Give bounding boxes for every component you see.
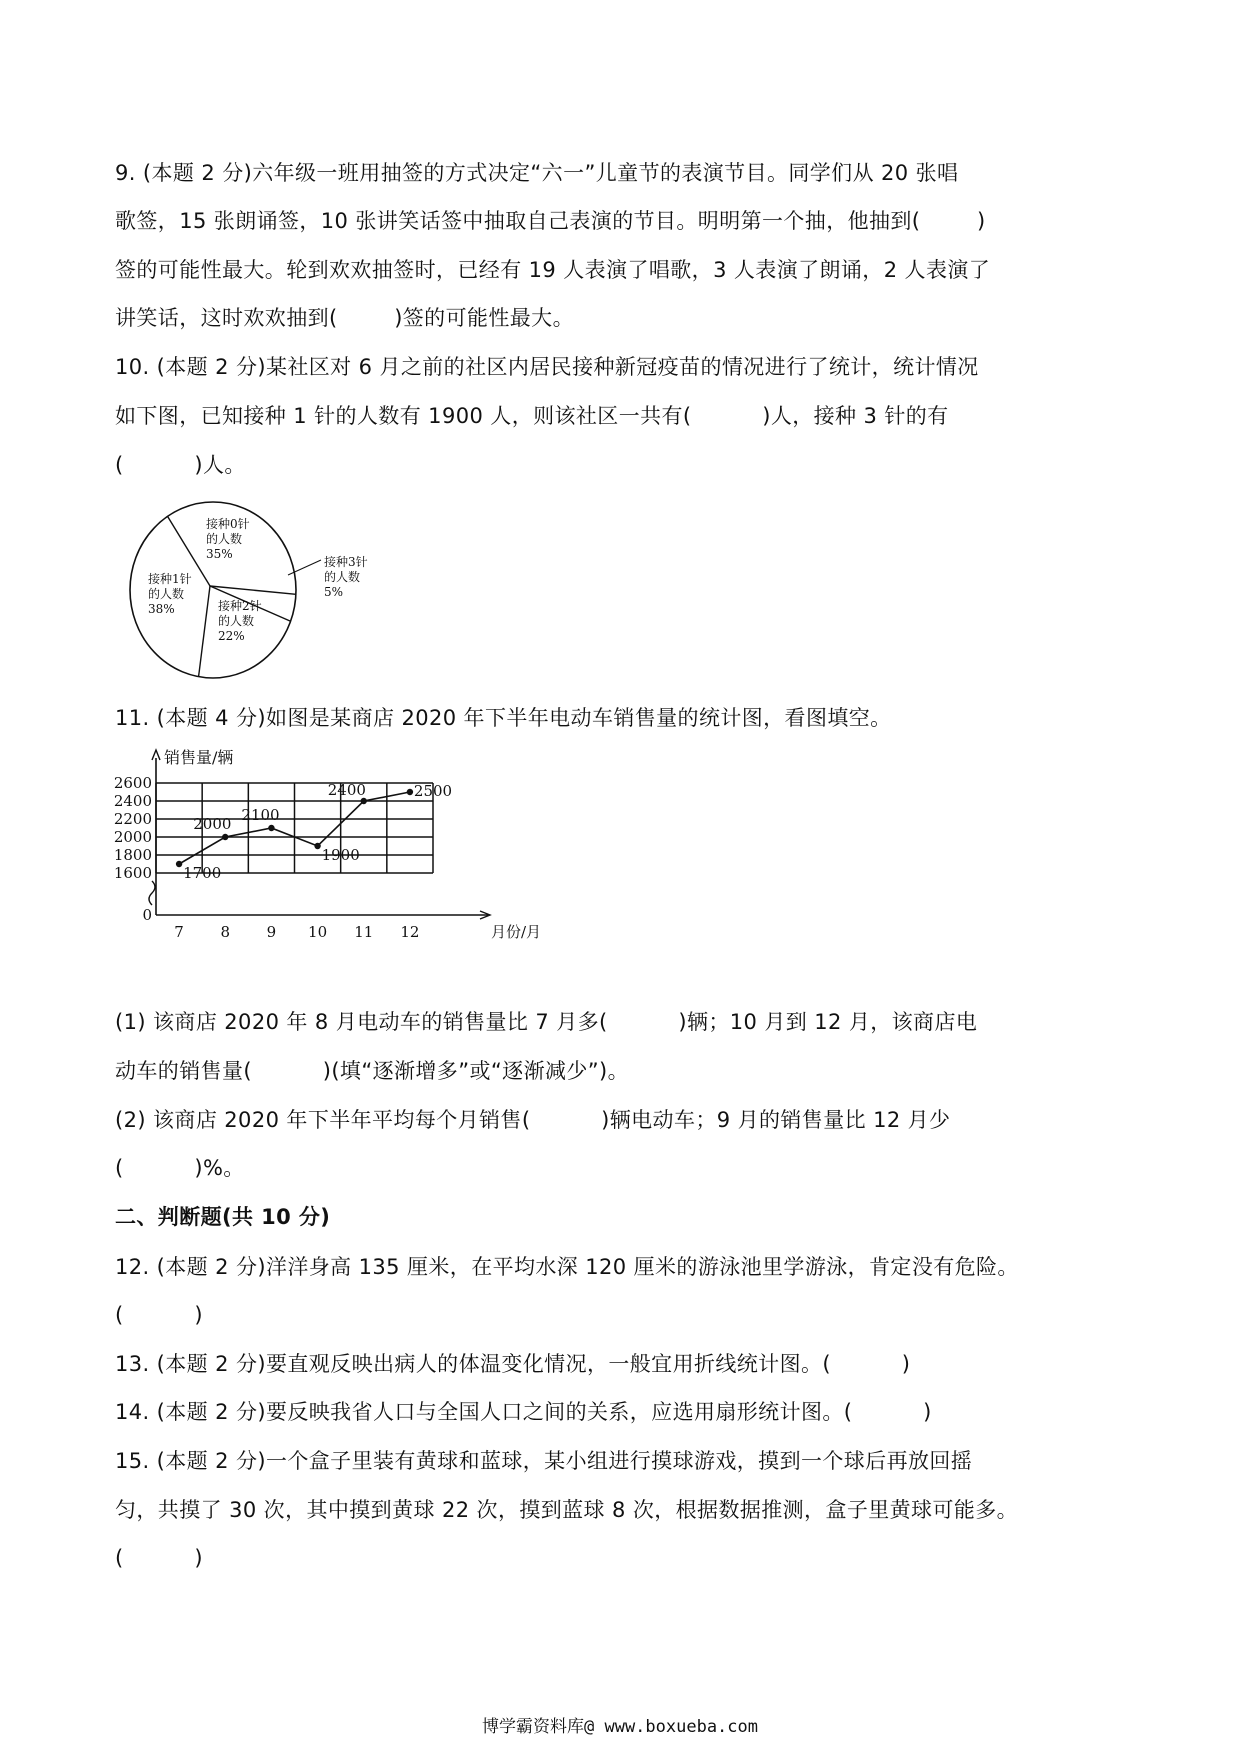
pie-label-2-dose-percent: 22% [218,629,245,643]
pie-label-0-dose-line1: 接种0针 [206,517,250,531]
section-title: 二、判断题(共 10 分) [115,1205,331,1229]
y-tick-2200: 2200 [113,810,152,828]
y-tick-2600: 2600 [113,774,152,792]
pie-label-3-dose-percent: 5% [324,585,344,599]
data-label-12: 2500 [413,782,453,800]
pie-label-2-dose-line2: 的人数 [218,614,255,628]
vaccination-pie-chart [118,498,398,683]
y-axis-break [149,881,155,905]
data-point-8 [222,834,228,840]
q15-line-3: ( ) [115,1546,203,1570]
pie-label-1-dose-percent: 38% [148,602,175,616]
q15-line-2: 匀，共摸了 30 次，其中摸到黄球 22 次，摸到蓝球 8 次，根据数据推测，盒子里黄球可能多。 [115,1498,1019,1522]
pie-label-3-dose-line1: 接种3针 [324,555,368,569]
data-label-8: 2000 [193,815,232,833]
pie-label-0-dose-line2: 的人数 [206,532,243,546]
q9-line-4: 讲笑话，这时欢欢抽到( )签的可能性最大。 [115,306,574,330]
x-tick-7: 7 [174,923,184,941]
data-label-9: 2100 [241,806,280,824]
x-tick-8: 8 [220,923,231,941]
x-tick-11: 11 [354,923,374,941]
data-label-11: 2400 [327,781,366,799]
y-tick-1800: 1800 [113,846,152,864]
pie-label-1-dose-line1: 接种1针 [148,572,192,586]
q10-line-2: 如下图，已知接种 1 针的人数有 1900 人，则该社区一共有( )人，接种 3 针的有 [115,404,949,428]
q9-line-3: 签的可能性最大。轮到欢欢抽签时，已经有 19 人表演了唱歌，3 人表演了朗诵，2 人表演了 [115,258,991,282]
q12-line-1: 12. (本题 2 分)洋洋身高 135 厘米，在平均水深 120 厘米的游泳池里学游泳，肯定没有危险。 [115,1255,1019,1279]
q15-line-1: 15. (本题 2 分)一个盒子里装有黄球和蓝球，某小组进行摸球游戏，摸到一个球后再放回摇 [115,1449,973,1473]
x-tick-10: 10 [308,923,328,941]
pie-label-2-dose-line1: 接种2针 [218,599,262,613]
pie-slice-boundary-3 [199,586,210,677]
q9-line-2: 歌签，15 张朗诵签，10 张讲笑话签中抽取自己表演的节目。明明第一个抽，他抽到( ) [115,209,986,233]
q11-sub-1: (1) 该商店 2020 年 8 月电动车的销售量比 7 月多( )辆；10 月到 12 月，该商店电 [115,1010,978,1034]
data-label-10: 1900 [321,846,360,864]
x-tick-9: 9 [266,923,277,941]
pie-label-0-dose-percent: 35% [206,547,233,561]
q12-line-2: ( ) [115,1303,203,1327]
q9-line-1: 9. (本题 2 分)六年级一班用抽签的方式决定“六一”儿童节的表演节目。同学们从 20 张唱 [115,161,959,185]
x-tick-12: 12 [400,923,420,941]
q11-sub-2: 动车的销售量( )(填“逐渐增多”或“逐渐减少”)。 [115,1059,630,1083]
q10-line-3: ( )人。 [115,453,246,477]
q11-line: 11. (本题 4 分)如图是某商店 2020 年下半年电动车销售量的统计图，看图填空。 [115,706,892,730]
pie-label-1-dose-line2: 的人数 [148,587,185,601]
data-label-7: 1700 [183,864,222,882]
y-tick-2000: 2000 [113,828,152,846]
data-point-10 [314,843,320,849]
data-point-12 [407,789,413,795]
x-axis-label: 月份/月 [491,923,542,941]
pie-slice-boundary-1 [210,586,296,594]
y-tick-1600: 1600 [113,864,152,882]
y-tick-0: 0 [142,906,152,924]
q13-line: 13. (本题 2 分)要直观反映出病人的体温变化情况，一般宜用折线统计图。( ) [115,1352,911,1376]
y-axis-label: 销售量/辆 [164,748,234,767]
data-point-7 [176,861,182,867]
pie-label-3-dose-line2: 的人数 [324,570,361,584]
q11-sub-4: ( )%。 [115,1156,245,1180]
q10-line-1: 10. (本题 2 分)某社区对 6 月之前的社区内居民接种新冠疫苗的情况进行了统计，统计情况 [115,355,979,379]
q14-line: 14. (本题 2 分)要反映我省人口与全国人口之间的关系，应选用扇形统计图。( ) [115,1400,932,1424]
footer-watermark: 博学霸资料库@ www.boxueba.com [482,1717,758,1737]
data-point-9 [268,825,274,831]
y-tick-2400: 2400 [113,792,152,810]
sales-line-chart [113,740,578,985]
q11-sub-3: (2) 该商店 2020 年下半年平均每个月销售( )辆电动车；9 月的销售量比 12 月少 [115,1108,951,1132]
